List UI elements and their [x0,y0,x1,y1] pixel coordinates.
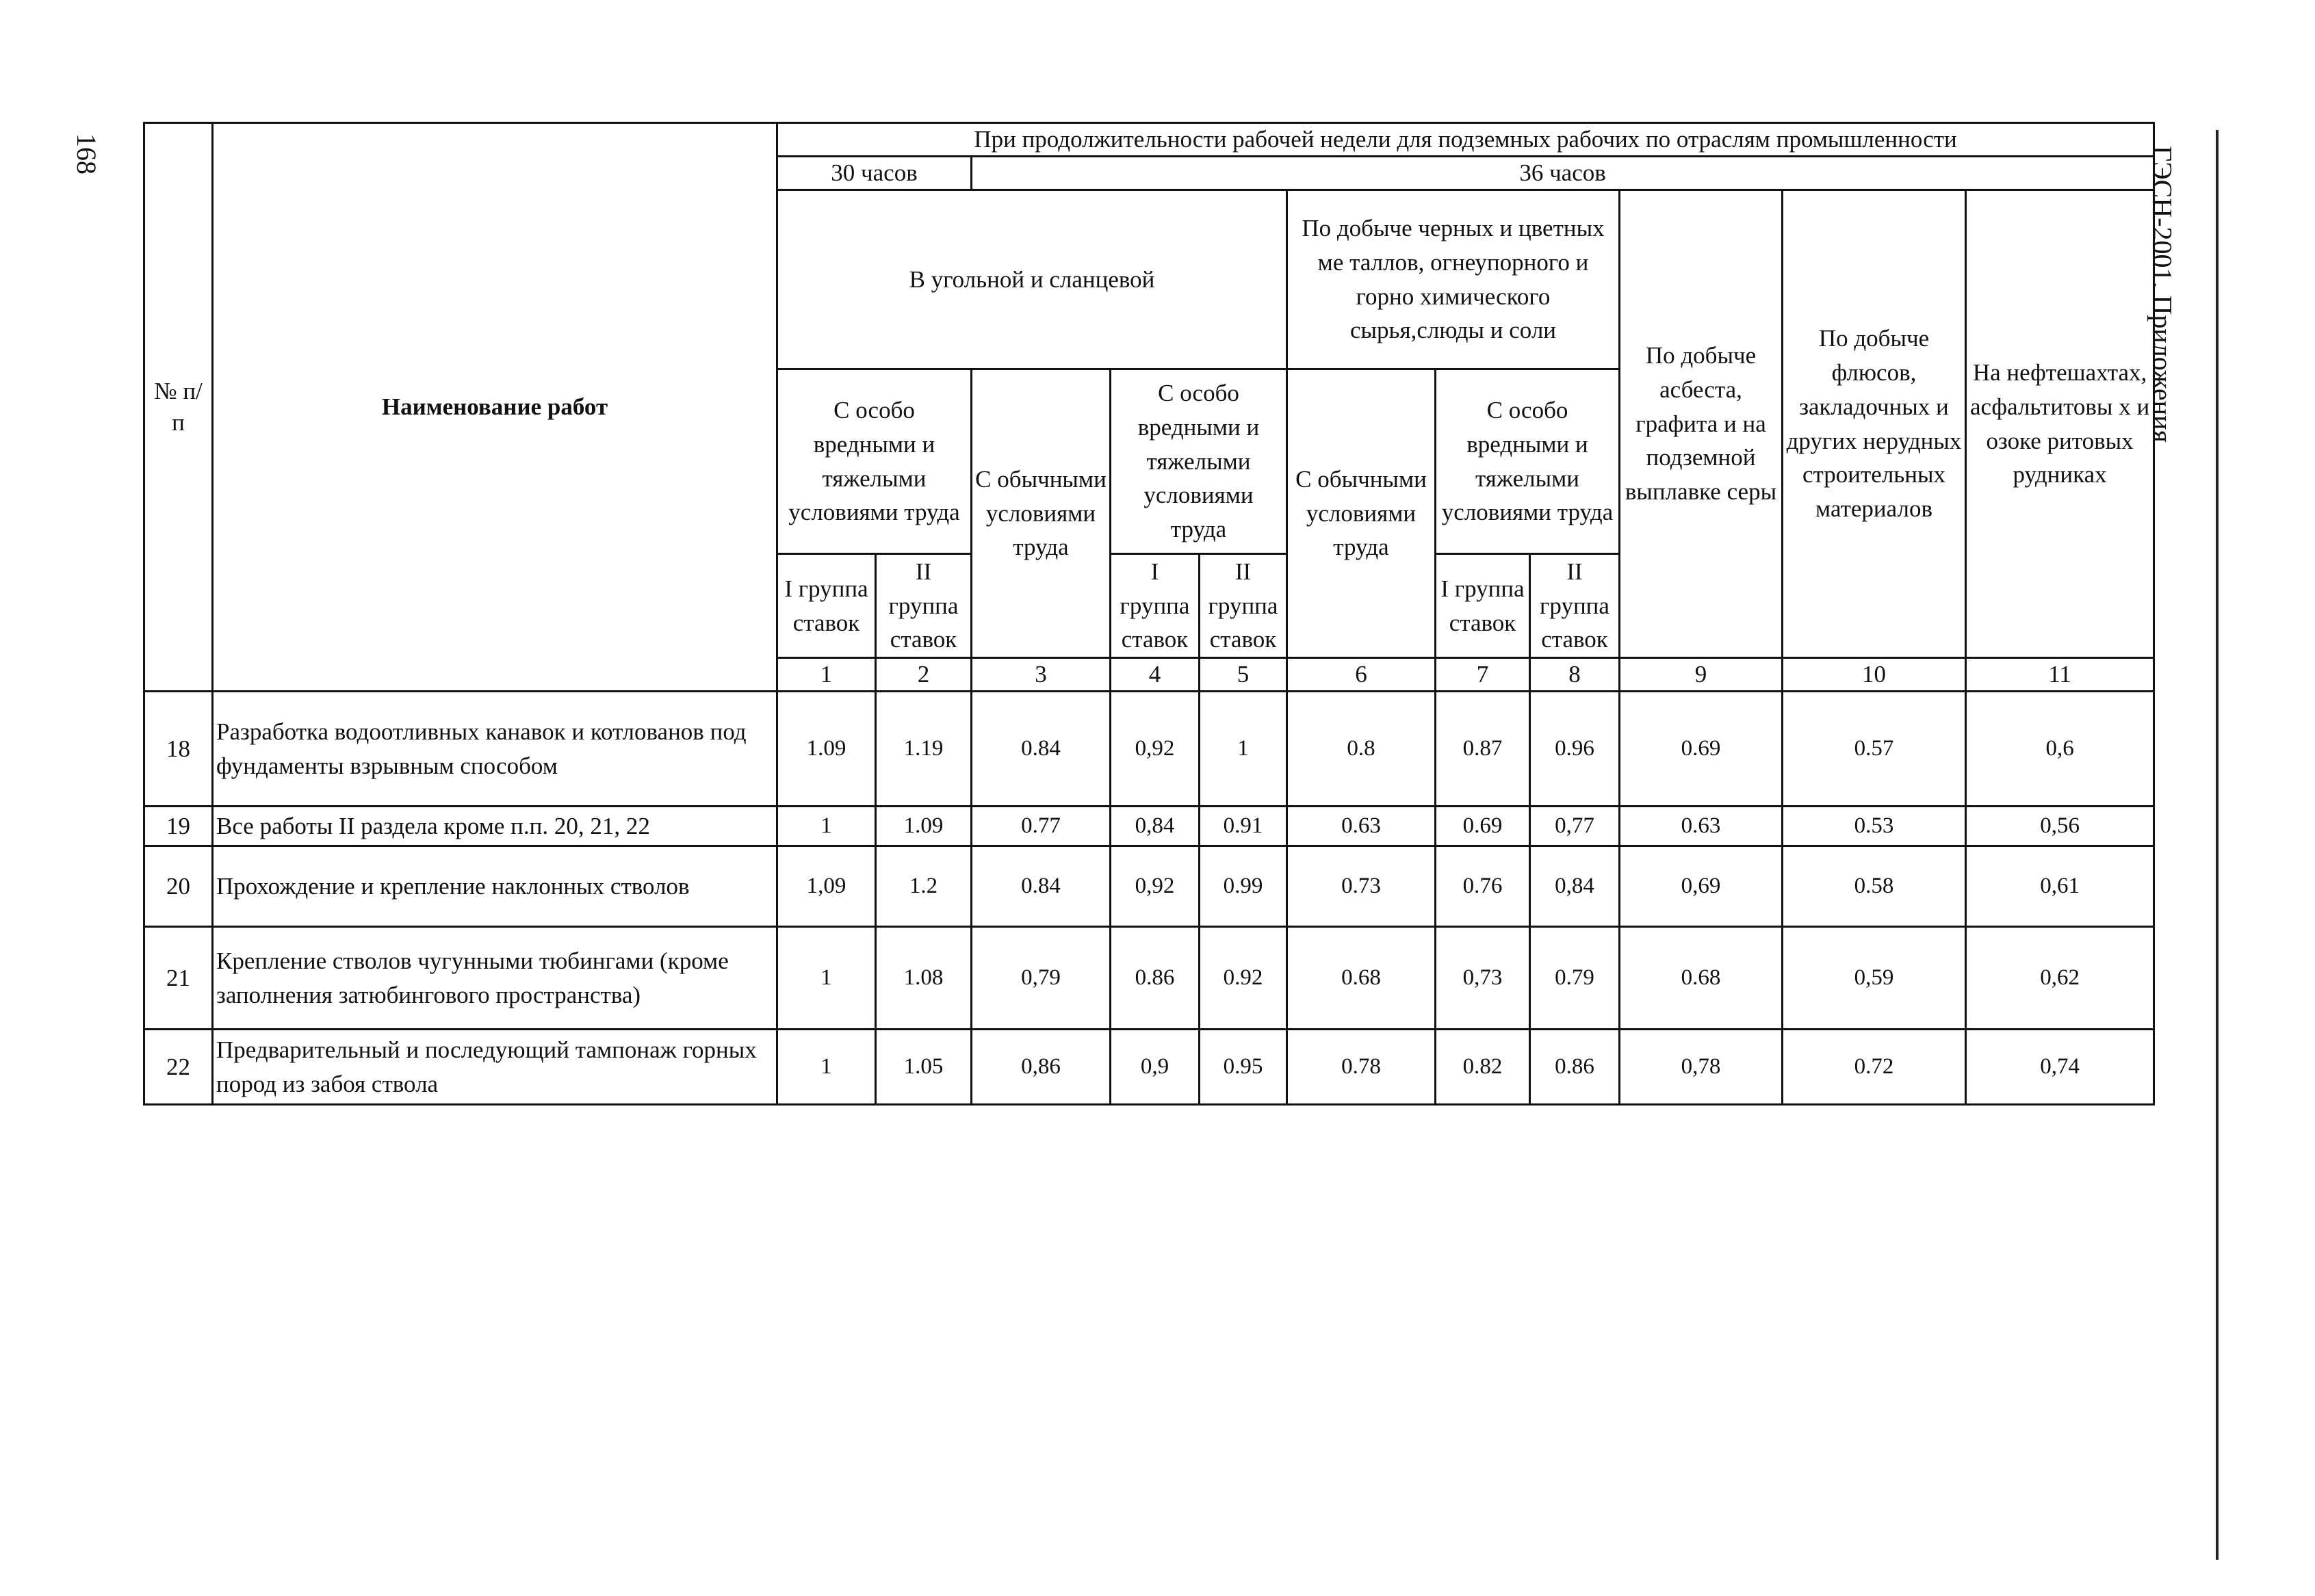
header-metals-normal: С обычными условиями труда [1287,369,1436,658]
header-group-1: I группа ставок [1436,554,1530,658]
coefficient-cell: 1.2 [876,846,972,927]
coefficient-cell: 0.63 [1287,807,1436,846]
title-divider [2216,130,2219,1560]
coefficient-cell: 0.72 [1783,1030,1966,1105]
coefficient-cell: 0,92 [1111,846,1200,927]
coefficient-cell: 1,09 [777,846,876,927]
coefficient-cell: 0.86 [1111,927,1200,1030]
coefficient-cell: 0,69 [1620,846,1783,927]
header-group-1: I группа ставок [777,554,876,658]
coefficient-cell: 0.76 [1436,846,1530,927]
column-number: 8 [1530,658,1620,692]
coefficient-cell: 0,84 [1530,846,1620,927]
work-name: Предварительный и последующий тампонаж горных пород из забоя ствола [213,1030,777,1105]
coefficient-cell: 0,59 [1783,927,1966,1030]
coefficient-cell: 1 [1200,692,1287,807]
coefficient-cell: 0,77 [1530,807,1620,846]
coefficient-cell: 0.57 [1783,692,1966,807]
coefficient-cell: 0.58 [1783,846,1966,927]
coefficient-cell: 1 [777,927,876,1030]
coefficient-cell: 0.69 [1620,692,1783,807]
coefficient-cell: 0.86 [1530,1030,1620,1105]
column-number: 2 [876,658,972,692]
coefficient-cell: 1.08 [876,927,972,1030]
column-number: 7 [1436,658,1530,692]
coefficient-cell: 0.77 [972,807,1111,846]
coefficient-cell: 0.84 [972,846,1111,927]
row-number: 18 [144,692,213,807]
header-group-2: II группа ставок [876,554,972,658]
coefficient-cell: 0.99 [1200,846,1287,927]
column-number: 4 [1111,658,1200,692]
header-metals-harmful: С особо вредными и тяжелыми условиями труда [1436,369,1620,554]
work-name: Прохождение и крепление наклонных стволов [213,846,777,927]
header-group-2: II группа ставок [1530,554,1620,658]
coefficient-cell: 0.87 [1436,692,1530,807]
header-row-duration [144,123,2154,157]
page-number: 168 [71,133,102,174]
header-work-name: Наименование работ [213,123,777,692]
coefficient-cell: 0.91 [1200,807,1287,846]
row-number: 19 [144,807,213,846]
coefficient-cell: 0,74 [1966,1030,2154,1105]
row-number: 22 [144,1030,213,1105]
table-row [144,807,2154,846]
coefficient-cell: 1 [777,807,876,846]
header-36-hours: 36 часов [972,157,2154,190]
coefficient-cell: 0.53 [1783,807,1966,846]
header-duration-caption: При продолжительности рабочей недели для подземных рабочих по отраслям промышленности [777,123,2154,157]
column-number: 10 [1783,658,1966,692]
running-title-text: ГЭСН-2001. Приложения [2147,146,2178,443]
coefficient-cell: 0.8 [1287,692,1436,807]
coefficient-cell: 0.68 [1287,927,1436,1030]
work-name: Крепление стволов чугунными тюбингами (кроме заполнения затюбингового пространства) [213,927,777,1030]
work-name: Все работы II раздела кроме п.п. 20, 21, 22 [213,807,777,846]
column-number: 11 [1966,658,2154,692]
coefficient-cell: 0.82 [1436,1030,1530,1105]
column-number: 6 [1287,658,1436,692]
coefficients-table [143,122,2155,1106]
coefficient-cell: 0.73 [1287,846,1436,927]
coefficient-cell: 0,92 [1111,692,1200,807]
header-asbestos-industry: По добыче асбеста, графита и на подземной выплавке серы [1620,190,1783,658]
coefficient-cell: 0.68 [1620,927,1783,1030]
column-number: 1 [777,658,876,692]
header-fluxes-industry: По добыче флюсов, закладочных и других нерудных строительных материалов [1783,190,1966,658]
header-row-no: № п/п [144,123,213,692]
coefficient-cell: 1.05 [876,1030,972,1105]
coefficient-cell: 0.84 [972,692,1111,807]
header-group-2: II группа ставок [1200,554,1287,658]
table-row [144,692,2154,807]
coefficient-cell: 1.09 [777,692,876,807]
header-coal-harmful: С особо вредными и тяжелыми условиями труда [777,369,972,554]
coefficient-cell: 0.92 [1200,927,1287,1030]
table-row [144,846,2154,927]
column-number: 3 [972,658,1111,692]
coefficient-cell: 0,62 [1966,927,2154,1030]
coefficient-cell: 0.69 [1436,807,1530,846]
header-coal-36-harmful: С особо вредными и тяжелыми условиями труда [1111,369,1287,554]
coefficient-cell: 1.09 [876,807,972,846]
coefficient-cell: 0.63 [1620,807,1783,846]
header-coal-normal: С обычными условиями труда [972,369,1111,658]
coefficient-cell: 0,84 [1111,807,1200,846]
header-metals-industry: По добыче черных и цветных ме таллов, огнеупорного и горно химического сырья,слюды и соли [1287,190,1620,369]
row-number: 21 [144,927,213,1030]
header-30-hours: 30 часов [777,157,972,190]
coefficient-cell: 0,6 [1966,692,2154,807]
coefficient-cell: 0,61 [1966,846,2154,927]
coefficient-cell: 0,73 [1436,927,1530,1030]
column-number: 5 [1200,658,1287,692]
header-oil-mines: На нефтешахтах, асфальтитовы х и озоке ритовых рудниках [1966,190,2154,658]
coefficient-cell: 1 [777,1030,876,1105]
column-number: 9 [1620,658,1783,692]
table-row [144,1030,2154,1105]
table-row [144,927,2154,1030]
coefficient-cell: 0,79 [972,927,1111,1030]
coefficient-cell: 0,78 [1620,1030,1783,1105]
coefficient-cell: 0,86 [972,1030,1111,1105]
coefficient-cell: 0.78 [1287,1030,1436,1105]
coefficient-cell: 1.19 [876,692,972,807]
coefficient-cell: 0,9 [1111,1030,1200,1105]
coefficient-cell: 0.95 [1200,1030,1287,1105]
row-number: 20 [144,846,213,927]
coefficient-cell: 0.79 [1530,927,1620,1030]
work-name: Разработка водоотливных канавок и котлованов под фундаменты взрывным способом [213,692,777,807]
coefficient-cell: 0,56 [1966,807,2154,846]
coefficient-cell: 0.96 [1530,692,1620,807]
header-coal-industry: В угольной и сланцевой [777,190,1287,369]
header-group-1: I группа ставок [1111,554,1200,658]
